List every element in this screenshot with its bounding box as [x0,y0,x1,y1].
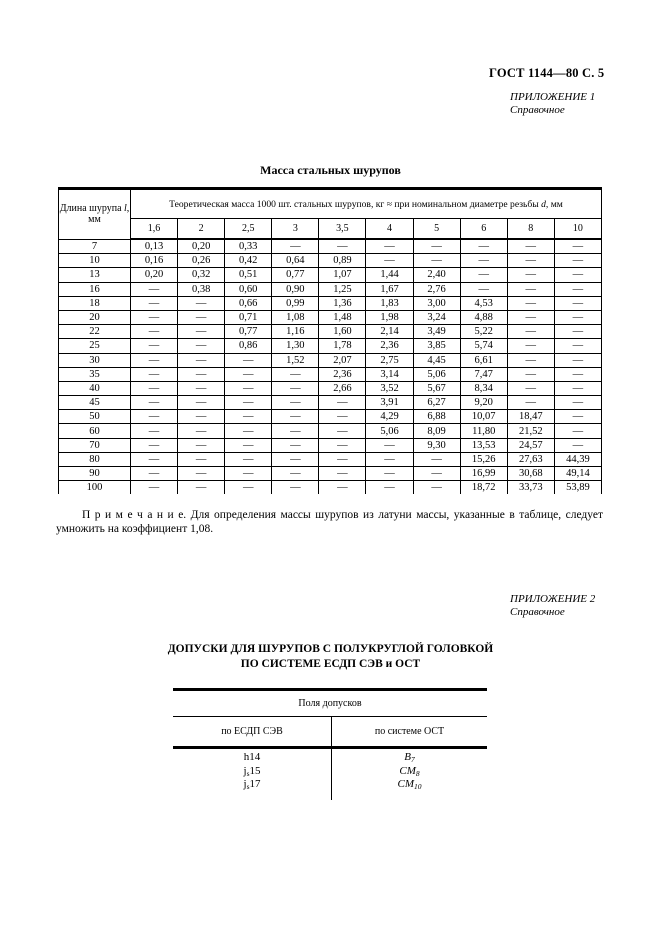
mass-value-cell: — [131,424,178,438]
mass-table-body [59,239,602,494]
mass-value-cell: 49,14 [554,467,601,481]
mass-value-cell: — [554,310,601,324]
mass-value-cell: — [178,438,225,452]
esdp-value [173,751,331,765]
mass-value-cell: 1,07 [319,268,366,282]
esdp-base: h [243,751,250,763]
mass-value-cell: — [507,381,554,395]
mass-value-cell: — [131,410,178,424]
mass-table-title: Масса стальных шурупов [260,163,401,177]
mass-value-cell: — [178,325,225,339]
table-row [59,339,602,353]
esdp-base: j [243,764,247,777]
mass-value-cell: — [225,424,272,438]
mass-value-cell: 2,07 [319,353,366,367]
mass-value-cell: — [178,424,225,438]
table-row [59,239,602,254]
mass-value-cell: — [319,481,366,495]
mass-value-cell: — [554,254,601,268]
esdp-column-header: по ЕСДП СЭВ [173,717,332,746]
appendix2-subnote: Справочное [510,606,565,618]
mass-value-cell: — [272,367,319,381]
mass-value-cell: 1,44 [366,268,413,282]
length-symbol: l [124,203,127,215]
mass-value-cell: — [413,467,460,481]
mass-value-cell: 1,78 [319,339,366,353]
length-header-unit: , мм [88,203,130,226]
mass-value-cell: — [366,467,413,481]
mass-value-cell: — [131,339,178,353]
mass-value-cell: — [131,381,178,395]
mass-value-cell: 2,36 [319,367,366,381]
mass-value-cell: — [272,438,319,452]
table-row [59,367,602,381]
mass-value-cell: — [460,239,507,254]
mass-value-cell: 1,60 [319,325,366,339]
screw-length-cell: 70 [59,438,131,452]
mass-value-cell: 2,76 [413,282,460,296]
mass-value-cell: — [178,296,225,310]
mass-value-cell: 33,73 [507,481,554,495]
esdp-base: j [243,778,247,790]
tolerance-column-headers [173,717,487,749]
mass-value-cell: 4,45 [413,353,460,367]
mass-value-cell: — [554,410,601,424]
mass-value-cell: 24,57 [507,438,554,452]
mass-value-cell: 0,13 [131,239,178,254]
esdp-number: 15 [249,764,261,777]
esdp-number: 17 [249,778,261,790]
mass-value-cell: 3,49 [413,325,460,339]
mass-value-cell: 0,51 [225,268,272,282]
screw-length-cell: 90 [59,467,131,481]
mass-value-cell: — [272,239,319,254]
mass-value-cell: 5,67 [413,381,460,395]
screw-length-cell: 22 [59,325,131,339]
diameter-header-cell: 6 [460,219,507,240]
mass-value-cell: — [225,481,272,495]
appendix1-label: ПРИЛОЖЕНИЕ 1 [510,91,596,103]
mass-value-cell: — [272,396,319,410]
screw-length-cell: 18 [59,296,131,310]
mass-value-cell: 1,36 [319,296,366,310]
ost-base: B [404,751,411,763]
mass-value-cell: — [554,396,601,410]
mass-value-cell: — [460,268,507,282]
tolerance-title-line1: ДОПУСКИ ДЛЯ ШУРУПОВ С ПОЛУКРУГЛОЙ ГОЛОВКОЙ [167,643,494,655]
mass-value-cell: 1,08 [272,310,319,324]
mass-value-cell: — [131,310,178,324]
mass-value-cell: 0,99 [272,296,319,310]
mass-value-cell: 0,26 [178,254,225,268]
esdp-subscript: s [246,782,250,791]
ost-subscript: 10 [414,782,422,791]
diameter-header-cell: 3 [272,219,319,240]
appendix1-subnote: Справочное [510,104,565,116]
mass-value-cell: — [272,381,319,395]
mass-value-cell: 11,80 [460,424,507,438]
mass-value-cell: — [413,254,460,268]
mass-value-cell: 0,33 [225,239,272,254]
mass-header-text: Теоретическая масса 1000 шт. стальных шурупов, кг ≈ при номинальном диаметре резьбы [169,198,542,210]
table-row [59,353,602,367]
mass-value-cell: 0,86 [225,339,272,353]
mass-value-cell: 53,89 [554,481,601,495]
mass-value-cell: — [460,282,507,296]
mass-value-cell: — [507,239,554,254]
mass-value-cell: 4,88 [460,310,507,324]
mass-value-cell: — [131,481,178,495]
table-row [59,452,602,466]
screw-length-cell: 10 [59,254,131,268]
ost-base: CM [399,764,416,777]
mass-value-cell: — [507,396,554,410]
mass-value-cell: — [131,467,178,481]
mass-value-cell: — [225,410,272,424]
screw-length-cell: 45 [59,396,131,410]
mass-value-cell: 0,71 [225,310,272,324]
mass-value-cell: 1,98 [366,310,413,324]
mass-value-cell: — [319,452,366,466]
mass-value-cell: — [366,438,413,452]
mass-value-cell: 0,38 [178,282,225,296]
mass-value-cell: 2,40 [413,268,460,282]
mass-value-cell: 2,14 [366,325,413,339]
mass-value-cell: — [507,325,554,339]
mass-value-cell: 18,47 [507,410,554,424]
mass-value-cell: 2,66 [319,381,366,395]
mass-value-cell: — [225,467,272,481]
mass-value-cell: 8,34 [460,381,507,395]
mass-value-cell: — [507,367,554,381]
mass-table-header-row [59,189,602,219]
mass-value-cell: 3,14 [366,367,413,381]
table-row [59,310,602,324]
mass-value-cell: 3,00 [413,296,460,310]
mass-value-cell: — [554,353,601,367]
table-row [59,424,602,438]
mass-value-cell: — [178,410,225,424]
tolerance-caption: Поля допусков [173,688,487,717]
mass-value-cell: — [178,481,225,495]
table-row [59,268,602,282]
tolerance-table-title [0,642,661,672]
mass-value-cell: — [178,353,225,367]
mass-value-cell: — [178,339,225,353]
tolerance-table [173,688,487,800]
mass-value-cell: 7,47 [460,367,507,381]
screw-length-cell: 35 [59,367,131,381]
esdp-column [173,749,332,800]
table-row [59,381,602,395]
diameter-header-cell: 3,5 [319,219,366,240]
appendix1-block [510,91,595,117]
mass-value-cell: — [272,410,319,424]
mass-value-cell: — [554,339,601,353]
mass-value-cell: — [554,438,601,452]
mass-value-cell: 3,85 [413,339,460,353]
screw-length-cell: 25 [59,339,131,353]
mass-value-cell: — [554,268,601,282]
mass-value-cell: 1,52 [272,353,319,367]
mass-value-cell: 0,64 [272,254,319,268]
mass-value-cell: — [554,282,601,296]
diameter-header-cell: 2 [178,219,225,240]
mass-value-cell: — [319,424,366,438]
appendix2-block [510,593,595,619]
mass-value-cell: — [178,310,225,324]
mass-value-cell: — [507,254,554,268]
mass-value-cell: — [225,438,272,452]
mass-value-cell: 0,60 [225,282,272,296]
mass-header-unit: , мм [545,198,563,210]
mass-value-cell: 1,48 [319,310,366,324]
mass-value-cell: 3,24 [413,310,460,324]
mass-value-cell: — [554,367,601,381]
mass-value-cell: 13,53 [460,438,507,452]
table-row [59,282,602,296]
diameter-header-cell: 1,6 [131,219,178,240]
mass-value-cell: — [507,310,554,324]
mass-value-cell: — [225,396,272,410]
mass-value-cell: 6,88 [413,410,460,424]
ost-subscript: 7 [410,755,415,764]
mass-value-cell: 0,77 [272,268,319,282]
ost-value [332,765,487,779]
mass-value-cell: 2,36 [366,339,413,353]
mass-value-cell: 4,53 [460,296,507,310]
ost-column-header: по системе ОСТ [374,726,445,737]
mass-value-cell: — [460,254,507,268]
mass-value-cell: 5,06 [413,367,460,381]
mass-value-cell: 27,63 [507,452,554,466]
mass-value-cell: — [225,381,272,395]
mass-value-cell: — [554,296,601,310]
mass-value-cell: 0,16 [131,254,178,268]
mass-value-cell: — [131,282,178,296]
mass-value-cell: 10,07 [460,410,507,424]
diameter-symbol: d [541,198,546,210]
mass-value-cell: — [272,424,319,438]
mass-value-cell: 0,77 [225,325,272,339]
mass-value-cell: 0,32 [178,268,225,282]
mass-value-cell: 0,90 [272,282,319,296]
mass-value-cell: 0,20 [178,239,225,254]
mass-value-cell: — [366,452,413,466]
mass-value-cell: 18,72 [460,481,507,495]
screw-length-cell: 100 [59,481,131,495]
table-row [59,254,602,268]
mass-value-cell: — [272,452,319,466]
diameter-header-cell: 4 [366,219,413,240]
screw-length-cell: 16 [59,282,131,296]
mass-value-cell: 9,20 [460,396,507,410]
mass-value-cell: — [366,239,413,254]
screw-length-cell: 30 [59,353,131,367]
table-row [59,410,602,424]
tolerance-table-body [173,749,487,800]
diameter-header-cell: 2,5 [225,219,272,240]
mass-value-cell: 5,74 [460,339,507,353]
mass-value-cell: 9,30 [413,438,460,452]
mass-value-cell: 5,22 [460,325,507,339]
screw-length-cell: 50 [59,410,131,424]
ost-subscript: 8 [415,768,420,778]
ost-base: CM [397,778,414,790]
mass-value-cell: — [131,296,178,310]
mass-value-cell: — [319,410,366,424]
screw-length-cell: 80 [59,452,131,466]
diameter-header-cell: 8 [507,219,554,240]
mass-value-cell: — [413,481,460,495]
mass-value-cell: — [272,481,319,495]
screw-length-cell: 60 [59,424,131,438]
esdp-value [173,765,331,779]
ost-value [332,778,487,792]
esdp-value [173,778,331,792]
screw-length-cell: 40 [59,381,131,395]
mass-value-cell: — [178,396,225,410]
mass-value-cell: 30,68 [507,467,554,481]
mass-value-cell: 0,20 [131,268,178,282]
mass-value-cell: — [507,353,554,367]
mass-value-cell: — [413,452,460,466]
diameter-header-cell: 5 [413,219,460,240]
mass-value-cell: 0,89 [319,254,366,268]
mass-value-cell: 8,09 [413,424,460,438]
length-column-header [59,189,131,240]
mass-value-cell: — [131,396,178,410]
mass-value-cell: 0,66 [225,296,272,310]
diameter-header-cell: 10 [554,219,601,240]
mass-value-cell: — [131,367,178,381]
mass-value-cell: — [319,239,366,254]
mass-main-header [131,189,602,219]
mass-value-cell: — [131,438,178,452]
mass-value-cell: 1,25 [319,282,366,296]
mass-value-cell: 3,91 [366,396,413,410]
tolerance-title-line2: ПО СИСТЕМЕ ЕСДП СЭВ и ОСТ [240,658,421,670]
doc-reference: ГОСТ 1144—80 С. 5 [489,66,605,80]
mass-value-cell: — [225,367,272,381]
table-row [59,481,602,495]
mass-value-cell: 2,75 [366,353,413,367]
mass-value-cell: 6,27 [413,396,460,410]
screw-length-cell: 7 [59,239,131,254]
mass-value-cell: — [225,452,272,466]
mass-value-cell: 44,39 [554,452,601,466]
table-row [59,296,602,310]
mass-table [58,187,602,494]
esdp-subscript: s [246,768,250,778]
ost-column [332,749,487,800]
mass-value-cell: 4,29 [366,410,413,424]
mass-value-cell: 15,26 [460,452,507,466]
mass-value-cell: 1,16 [272,325,319,339]
esdp-number: 14 [249,751,261,763]
mass-value-cell: 0,42 [225,254,272,268]
mass-value-cell: — [131,452,178,466]
mass-value-cell: — [319,396,366,410]
appendix2-label: ПРИЛОЖЕНИЕ 2 [510,593,596,605]
mass-value-cell: — [272,467,319,481]
mass-value-cell: — [413,239,460,254]
ost-value [332,751,487,765]
table-row [59,467,602,481]
diameter-header-row [59,219,602,240]
mass-value-cell: — [554,381,601,395]
mass-value-cell: — [178,381,225,395]
mass-value-cell: — [507,296,554,310]
mass-value-cell: 1,67 [366,282,413,296]
mass-value-cell: — [507,339,554,353]
mass-value-cell: 16,99 [460,467,507,481]
mass-value-cell: — [178,367,225,381]
table-row [59,325,602,339]
brass-note: П р и м е ч а н и е. Для определения массы шурупов из латуни массы, указанные в таблице, следует умножить на коэффициент 1,08. [56,509,603,535]
mass-value-cell: 21,52 [507,424,554,438]
mass-value-cell: 6,61 [460,353,507,367]
screw-length-cell: 13 [59,268,131,282]
mass-value-cell: — [366,481,413,495]
mass-value-cell: — [507,282,554,296]
mass-value-cell: — [225,353,272,367]
table-row [59,396,602,410]
mass-value-cell: — [366,254,413,268]
mass-value-cell: — [131,325,178,339]
mass-value-cell: — [131,353,178,367]
table-row [59,438,602,452]
mass-value-cell: — [507,268,554,282]
mass-value-cell: — [178,452,225,466]
mass-value-cell: — [319,438,366,452]
mass-value-cell: — [554,424,601,438]
screw-length-cell: 20 [59,310,131,324]
mass-value-cell: 1,83 [366,296,413,310]
mass-value-cell: 1,30 [272,339,319,353]
mass-value-cell: 3,52 [366,381,413,395]
mass-value-cell: — [554,239,601,254]
mass-value-cell: — [178,467,225,481]
length-header-text: Длина шурупа [59,203,125,215]
mass-value-cell: — [554,325,601,339]
mass-value-cell: — [319,467,366,481]
mass-value-cell: 5,06 [366,424,413,438]
